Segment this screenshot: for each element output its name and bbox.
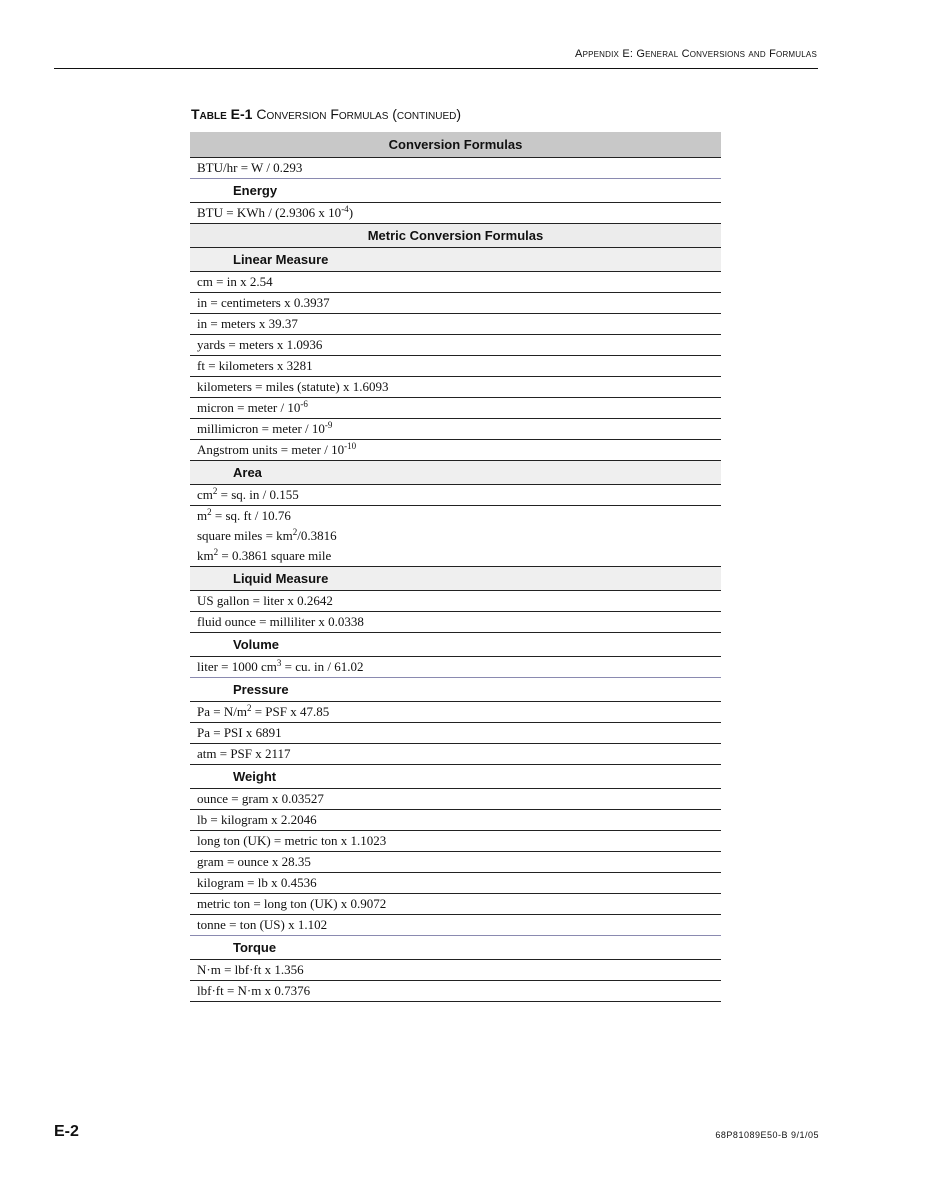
subsection-torque: Torque: [190, 936, 721, 960]
exponent: -10: [344, 441, 357, 451]
table-row: [190, 546, 721, 567]
table-row: [190, 356, 721, 377]
formula-cell: kilogram = lb x 0.4536: [190, 873, 721, 894]
exponent: 2: [213, 547, 219, 557]
subsection-row: [190, 678, 721, 702]
formula-cell: [190, 398, 721, 419]
conversion-table: [190, 132, 721, 1002]
table-row: [190, 591, 721, 612]
table-row: [190, 960, 721, 981]
subsection-row: [190, 936, 721, 960]
exponent: -4: [341, 204, 349, 214]
formula-cell: lb = kilogram x 2.2046: [190, 810, 721, 831]
subsection-linear-measure: Linear Measure: [190, 248, 721, 272]
table-row: [190, 852, 721, 873]
exponent: 2: [207, 507, 212, 517]
subsection-volume: Volume: [190, 633, 721, 657]
table-row: [190, 440, 721, 461]
table-row: [190, 831, 721, 852]
formula-text: square miles = km: [197, 528, 293, 543]
formula-text: cm: [197, 487, 213, 502]
formula-text: BTU = KWh / (2.9306 x 10: [197, 205, 342, 220]
formula-cell: metric ton = long ton (UK) x 0.9072: [190, 894, 721, 915]
formula-cell: BTU/hr = W / 0.293: [190, 158, 721, 179]
table-row: [190, 506, 721, 527]
formula-cell: Pa = PSI x 6891: [190, 723, 721, 744]
table-row: [190, 158, 721, 179]
formula-text: km: [197, 548, 214, 563]
formula-cell: [190, 419, 721, 440]
formula-cell: US gallon = liter x 0.2642: [190, 591, 721, 612]
formula-text: = PSF x 47.85: [251, 704, 330, 719]
formula-cell: cm = in x 2.54: [190, 272, 721, 293]
table-row: [190, 915, 721, 936]
table-caption-title: Conversion Formulas (continued): [256, 106, 462, 122]
table-row: [190, 398, 721, 419]
exponent: 2: [292, 527, 298, 537]
formula-cell: kilometers = miles (statute) x 1.6093: [190, 377, 721, 398]
subsection-row: [190, 248, 721, 272]
subsection-row: [190, 633, 721, 657]
subsection-pressure: Pressure: [190, 678, 721, 702]
exponent: 2: [212, 486, 218, 496]
subsection-liquid-measure: Liquid Measure: [190, 567, 721, 591]
table-row: [190, 657, 721, 678]
table-row: [190, 810, 721, 831]
formula-cell: yards = meters x 1.0936: [190, 335, 721, 356]
table-row: [190, 981, 721, 1002]
table-row: [190, 485, 721, 506]
formula-cell: [190, 657, 721, 678]
formula-cell: ounce = gram x 0.03527: [190, 789, 721, 810]
formula-cell: [190, 440, 721, 461]
formula-cell: [190, 485, 721, 506]
table-row: [190, 203, 721, 224]
table-row: [190, 335, 721, 356]
formula-text: Angstrom units = meter / 10: [197, 442, 345, 457]
subsection-weight: Weight: [190, 765, 721, 789]
formula-cell: long ton (UK) = metric ton x 1.1023: [190, 831, 721, 852]
section-header-metric: Metric Conversion Formulas: [190, 224, 721, 248]
exponent: -6: [300, 399, 308, 409]
running-head: Appendix E: General Conversions and Formulas: [575, 48, 817, 60]
formula-cell: gram = ounce x 28.35: [190, 852, 721, 873]
exponent: 3: [276, 658, 282, 668]
formula-text: m: [197, 508, 208, 523]
subsection-energy: Energy: [190, 179, 721, 203]
table-row: [190, 526, 721, 546]
formula-cell: lbf·ft = N·m x 0.7376: [190, 981, 721, 1002]
formula-text: = cu. in / 61.02: [281, 659, 364, 674]
formula-text: ): [348, 205, 354, 220]
formula-cell: tonne = ton (US) x 1.102: [190, 915, 721, 936]
table-row: [190, 723, 721, 744]
section-header-row: [190, 224, 721, 248]
formula-text: millimicron = meter / 10: [197, 421, 325, 436]
table-row: [190, 314, 721, 335]
formula-cell: fluid ounce = milliliter x 0.0338: [190, 612, 721, 633]
subsection-row: [190, 179, 721, 203]
subsection-row: [190, 461, 721, 485]
table-row: [190, 272, 721, 293]
subsection-area: Area: [190, 461, 721, 485]
formula-cell: in = centimeters x 0.3937: [190, 293, 721, 314]
subsection-row: [190, 567, 721, 591]
table-row: [190, 789, 721, 810]
subsection-row: [190, 765, 721, 789]
formula-text: = 0.3861 square mile: [218, 548, 332, 563]
table-row: [190, 873, 721, 894]
table-row: [190, 377, 721, 398]
formula-cell: N·m = lbf·ft x 1.356: [190, 960, 721, 981]
formula-cell: [190, 526, 721, 546]
formula-cell: [190, 203, 721, 224]
document-id: 68P81089E50-B 9/1/05: [715, 1130, 819, 1140]
table-row: [190, 293, 721, 314]
formula-cell: [190, 546, 721, 567]
table-caption-label: Table E-1: [191, 106, 253, 122]
formula-cell: atm = PSF x 2117: [190, 744, 721, 765]
page-number: E-2: [54, 1123, 79, 1140]
formula-cell: [190, 702, 721, 723]
formula-cell: in = meters x 39.37: [190, 314, 721, 335]
table-row: [190, 612, 721, 633]
table-header-row: [190, 132, 721, 158]
header-rule: [54, 68, 818, 69]
formula-text: liter = 1000 cm: [197, 659, 277, 674]
table-header: Conversion Formulas: [190, 132, 721, 158]
table-row: [190, 419, 721, 440]
formula-text: Pa = N/m: [197, 704, 247, 719]
formula-text: = sq. ft / 10.76: [211, 508, 291, 523]
table-row: [190, 744, 721, 765]
formula-cell: [190, 506, 721, 527]
formula-text: micron = meter / 10: [197, 400, 301, 415]
exponent: -9: [324, 420, 333, 430]
formula-text: = sq. in / 0.155: [217, 487, 299, 502]
formula-text: /0.3816: [297, 528, 337, 543]
table-row: [190, 894, 721, 915]
table-caption: [191, 106, 461, 122]
exponent: 2: [246, 703, 252, 713]
table-row: [190, 702, 721, 723]
formula-cell: ft = kilometers x 3281: [190, 356, 721, 377]
